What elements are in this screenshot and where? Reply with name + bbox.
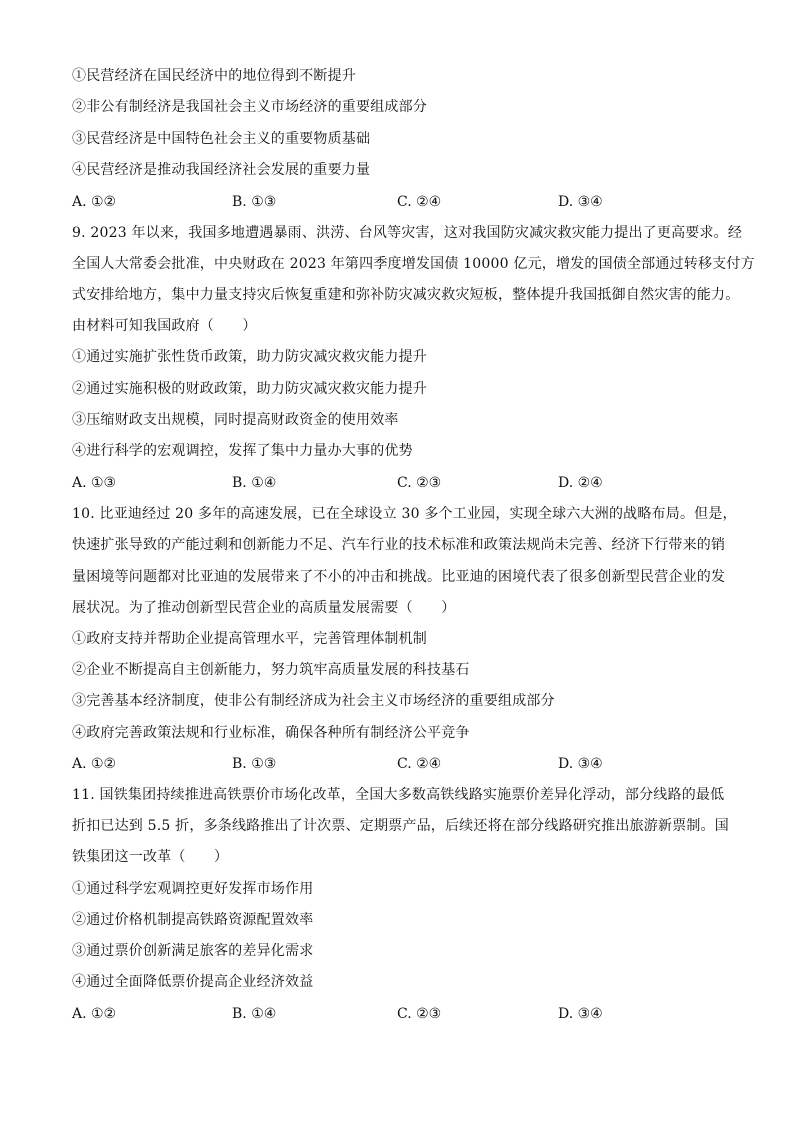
q11-statement-1: ①通过科学宏观调控更好发挥市场作用 (72, 881, 314, 897)
q9-statement-3: ③压缩财政支出规模，同时提高财政资金的使用效率 (72, 412, 399, 428)
q10-statement-1: ①政府支持并帮助企业提高管理水平，完善管理体制机制 (72, 631, 427, 647)
q11-option-a: A. ①② (72, 1006, 117, 1022)
q9-options (72, 473, 732, 493)
q9-option-b: B. ①④ (232, 475, 277, 491)
q10-statement-3: ③完善基本经济制度，使非公有制经济成为社会主义市场经济的重要组成部分 (72, 693, 555, 709)
q9-stem-line-4: 由材料可知我国政府（ ） (72, 318, 257, 334)
q11-options (72, 1004, 732, 1024)
q8-option-a: A. ①② (72, 194, 117, 210)
q11-statement-4: ④通过全面降低票价提高企业经济效益 (72, 974, 314, 990)
q10-option-a: A. ①② (72, 756, 117, 772)
q10-stem-line-3: 量困境等问题都对比亚迪的发展带来了不小的冲击和挑战。比亚迪的困境代表了很多创新型民营企业的发 (72, 569, 726, 585)
q11-option-d: D. ③④ (558, 1006, 603, 1022)
q11-stem-line-1: 11. 国铁集团持续推进高铁票价市场化改革，全国大多数高铁线路实施票价差异化浮动，部分线路的最低 (72, 787, 725, 803)
q9-option-c: C. ②③ (397, 475, 442, 491)
q9-statement-2: ②通过实施积极的财政政策，助力防灾减灾救灾能力提升 (72, 381, 427, 397)
q10-options (72, 754, 732, 774)
q8-statement-3: ③民营经济是中国特色社会主义的重要物质基础 (72, 131, 371, 147)
q11-statement-2: ②通过价格机制提高铁路资源配置效率 (72, 912, 314, 928)
q10-stem-line-4: 展状况。为了推动创新型民营企业的高质量发展需要（ ） (72, 600, 456, 616)
q10-option-c: C. ②④ (397, 756, 442, 772)
q10-statement-2: ②企业不断提高自主创新能力，努力筑牢高质量发展的科技基石 (72, 662, 470, 678)
q8-statement-1: ①民营经济在国民经济中的地位得到不断提升 (72, 68, 356, 84)
q9-option-d: D. ②④ (558, 475, 603, 491)
q8-option-c: C. ②④ (397, 194, 442, 210)
q10-option-b: B. ①③ (232, 756, 277, 772)
q10-statement-4: ④政府完善政策法规和行业标准，确保各种所有制经济公平竞争 (72, 725, 470, 741)
q11-option-c: C. ②③ (397, 1006, 442, 1022)
q9-statement-1: ①通过实施扩张性货币政策，助力防灾减灾救灾能力提升 (72, 349, 427, 365)
q11-stem-line-3: 铁集团这一改革（ ） (72, 849, 229, 865)
q10-stem-line-1: 10. 比亚迪经过 20 多年的高速发展，已在全球设立 30 多个工业园，实现全球六大洲的战略布局。但是， (72, 506, 737, 522)
q8-option-d: D. ③④ (558, 194, 603, 210)
q9-option-a: A. ①③ (72, 475, 117, 491)
q9-stem-line-3: 式安排给地方，集中力量支持灾后恢复重建和弥补防灾减灾救灾短板，整体提升我国抵御自然灾害的能力。 (72, 287, 740, 303)
q9-stem-line-2: 全国人大常委会批准，中央财政在 2023 年第四季度增发国债 10000 亿元，增发的国债全部通过转移支付方 (72, 256, 755, 272)
q8-options (72, 192, 732, 212)
q11-stem-line-2: 折扣已达到 5.5 折，多条线路推出了计次票、定期票产品，后续还将在部分线路研究推出旅游新票制。国 (72, 818, 729, 834)
q10-stem-line-2: 快速扩张导致的产能过剩和创新能力不足、汽车行业的技术标准和政策法规尚未完善、经济下行带来的销 (72, 537, 726, 553)
q9-statement-4: ④进行科学的宏观调控，发挥了集中力量办大事的优势 (72, 443, 413, 459)
q11-option-b: B. ①④ (232, 1006, 277, 1022)
q8-option-b: B. ①③ (232, 194, 277, 210)
q8-statement-4: ④民营经济是推动我国经济社会发展的重要力量 (72, 162, 371, 178)
q8-statement-2: ②非公有制经济是我国社会主义市场经济的重要组成部分 (72, 99, 427, 115)
q10-option-d: D. ③④ (558, 756, 603, 772)
q11-statement-3: ③通过票价创新满足旅客的差异化需求 (72, 943, 314, 959)
q9-stem-line-1: 9. 2023 年以来，我国多地遭遇暴雨、洪涝、台风等灾害，这对我国防灾减灾救灾能力提出了更高要求。经 (72, 225, 743, 241)
